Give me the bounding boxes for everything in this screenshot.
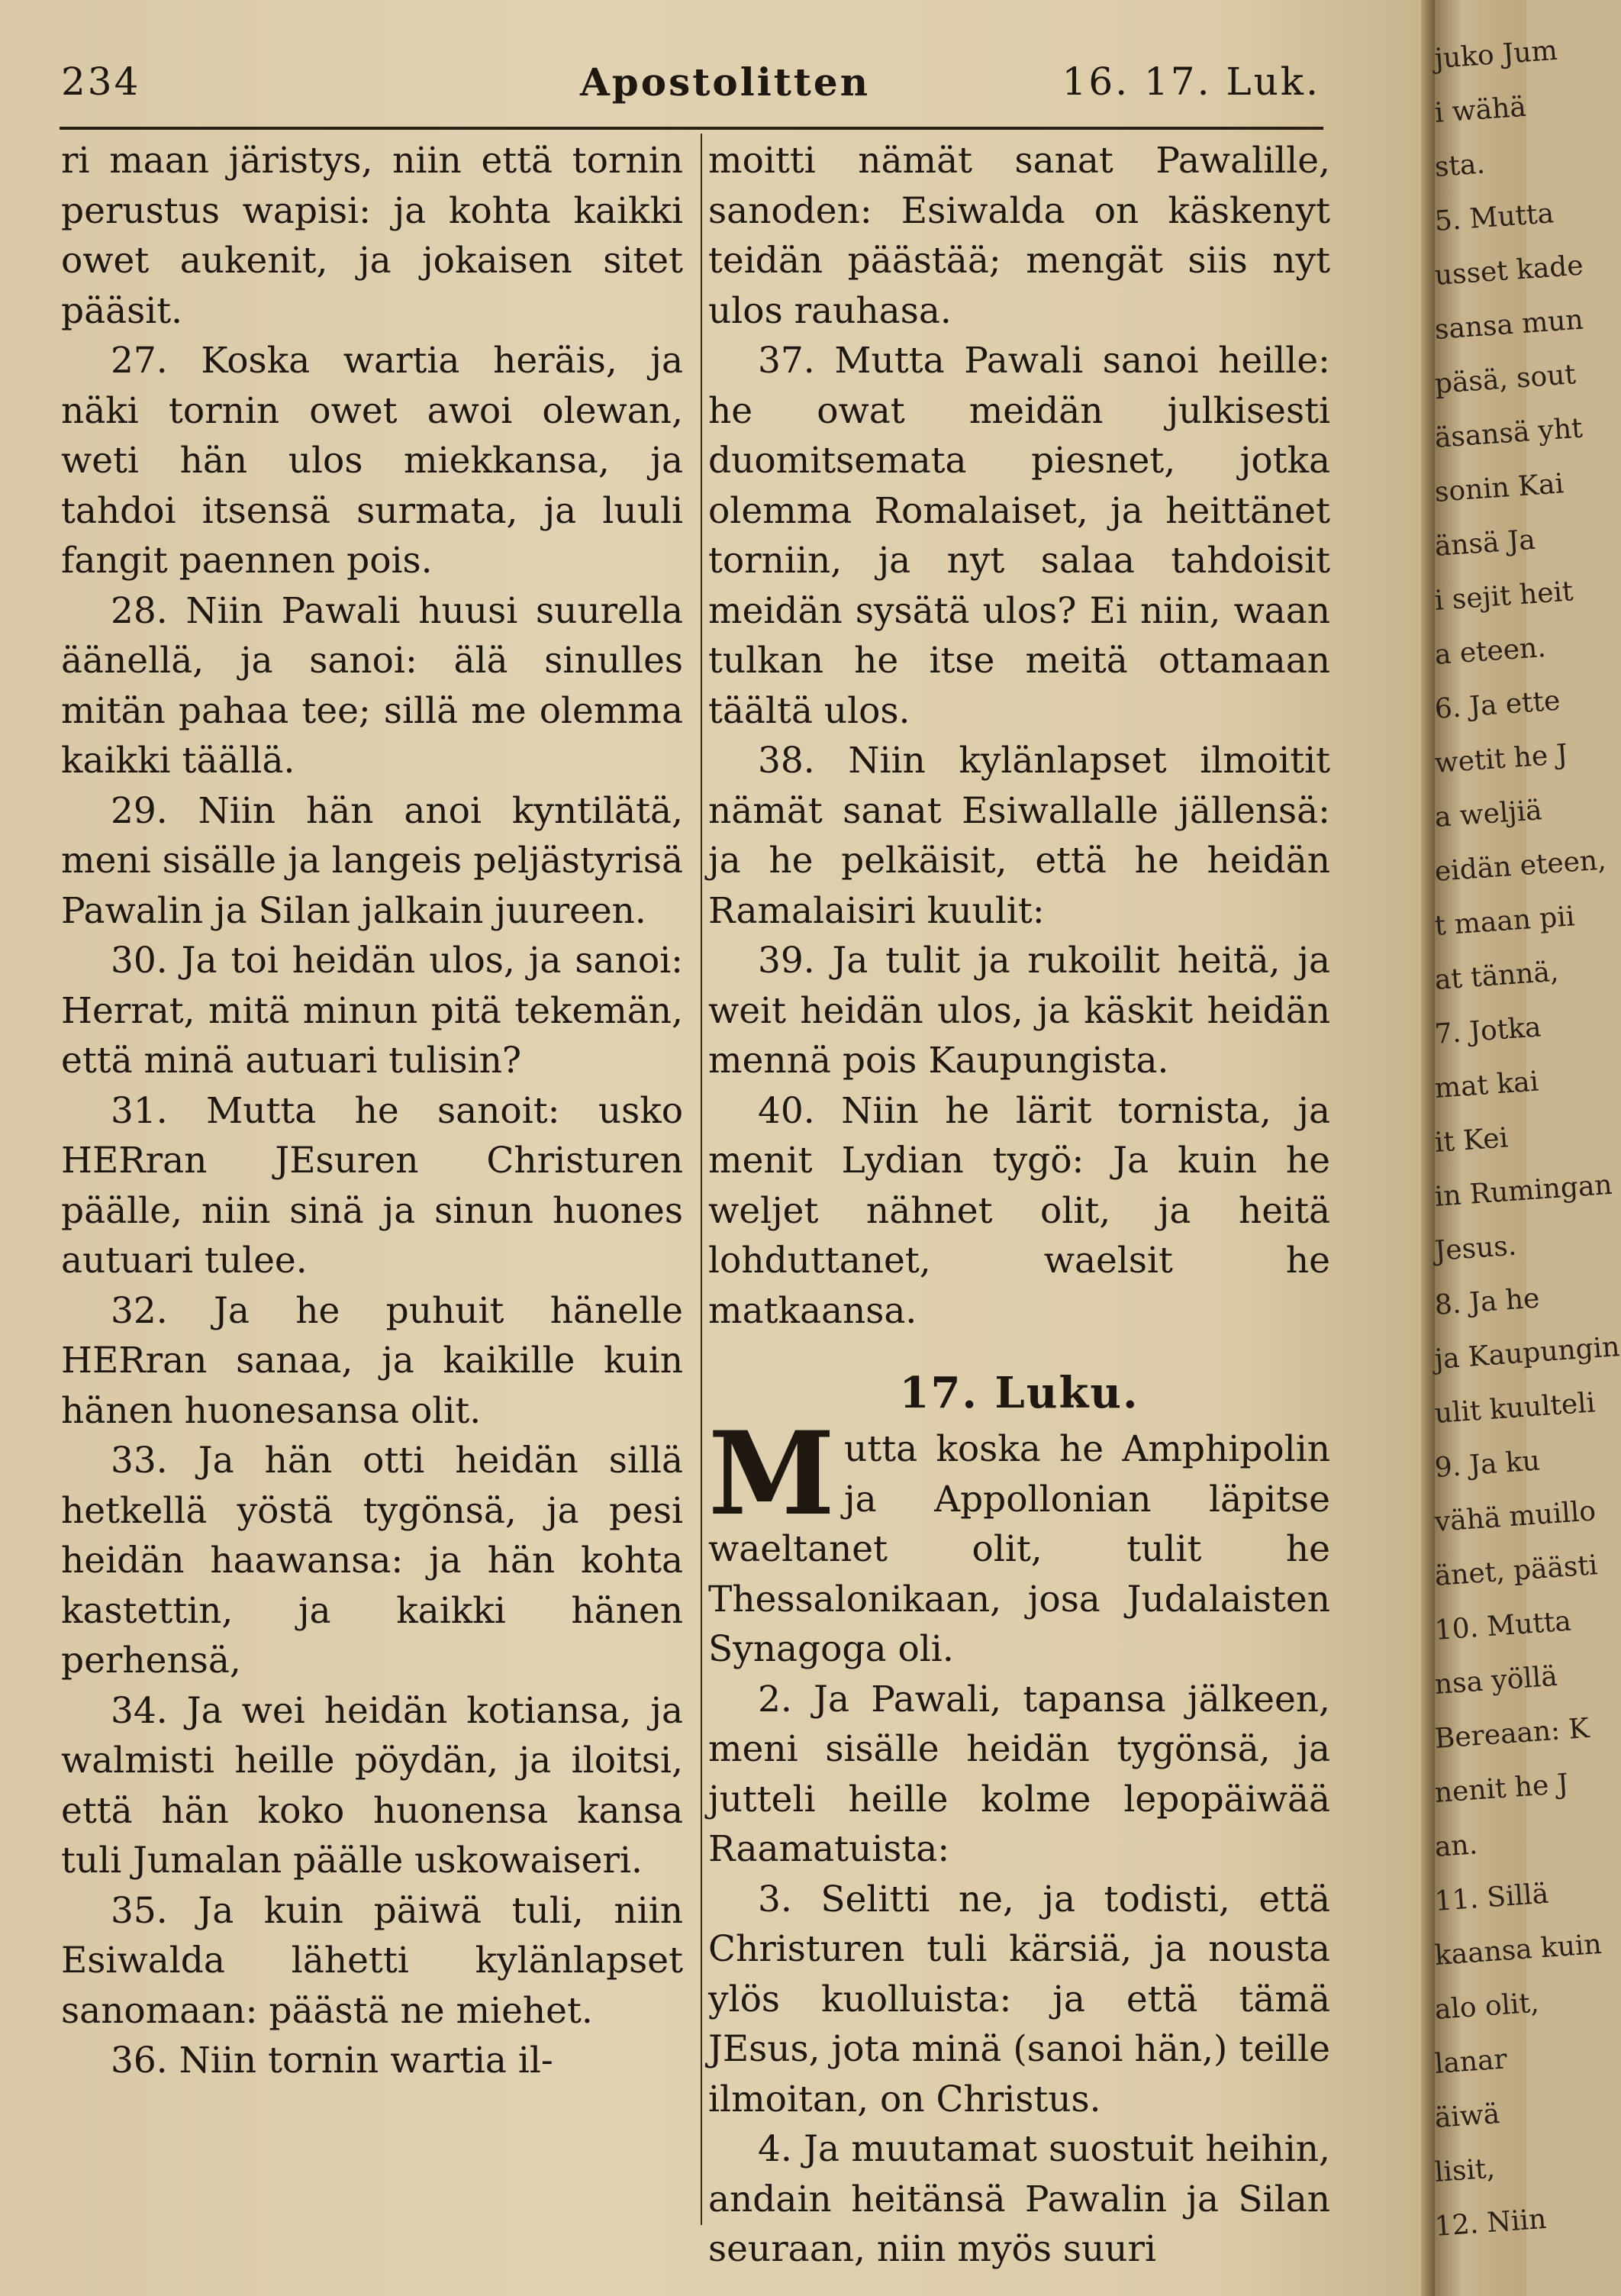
facing-page-fragment: äsansä yht: [1433, 412, 1584, 454]
continuation-paragraph: moitti nämät sanat Pawalille, sanoden: Esiwalda on käskenyt teidän päästää; mengät siis nyt ulos rauhasa.: [708, 140, 1330, 332]
verse-paragraph: 27. Koska wartia heräis, ja näki tornin owet awoi olewan, weti hän ulos miekkansa, ja tahdoi itsensä surmata, ja luuli fangit paennen pois.: [61, 340, 683, 582]
verse-paragraph: 30. Ja toi heidän ulos, ja sanoi: Herrat, mitä minun pitä tekemän, että minä autuari tulisin?: [61, 940, 683, 1082]
facing-page-fragment: änsä Ja: [1433, 524, 1537, 563]
facing-page-fragment: ulit kuulteli: [1433, 1387, 1597, 1430]
chapter-heading: 17. Luku.: [899, 1368, 1139, 1418]
continuation-paragraph: utta koska he Amphipolin ja Appollonian läpitse waeltanet olit, tulit he Thessalonikaan, josa Judalaisten Synagoga oli.: [708, 1428, 1330, 1670]
facing-page-fragment: kaansa kuin: [1433, 1928, 1603, 1972]
chapter-reference: 16. 17. Luk.: [1062, 60, 1320, 104]
facing-page-fragment: a weljiä: [1433, 795, 1543, 834]
facing-page-fragment: at tännä,: [1433, 956, 1560, 996]
verse-paragraph: 37. Mutta Pawali sanoi heille: he owat meidän julkisesti duomitsemata piesnet, jotka olemma Romalaiset, ja heittänet torniin, ja nyt salaa tahdoisit meidän sysätä ulos? Ei niin, waan tulkan he itse meitä ottamaan täältä ulos.: [708, 340, 1330, 732]
drop-cap: M: [708, 1407, 836, 1541]
facing-page-fragment: lanar: [1433, 2043, 1509, 2080]
facing-page-fragment: t maan pii: [1433, 901, 1576, 942]
facing-page-fragment: a eteen.: [1433, 631, 1547, 671]
facing-page-fragment: Bereaan: K: [1433, 1712, 1590, 1755]
verse-paragraph: 39. Ja tulit ja rukoilit heitä, ja weit heidän ulos, ja käskit heidän mennä pois Kaupungista.: [708, 940, 1330, 1082]
facing-page-fragment: 7. Jotka: [1433, 1011, 1542, 1050]
facing-page-fragment: 10. Mutta: [1433, 1605, 1573, 1646]
facing-page-fragment: mat kai: [1433, 1066, 1540, 1104]
page-header: [61, 60, 1320, 113]
facing-page-fragment: nsa yöllä: [1433, 1660, 1559, 1701]
facing-page-fragment: sta.: [1433, 148, 1487, 183]
right-column-verses: [708, 136, 1330, 1336]
facing-page-fragment: it Kei: [1433, 1122, 1510, 1159]
verse-paragraph: 32. Ja he puhuit hänelle HERran sanaa, ja kaikille kuin hänen huonesansa olit.: [61, 1289, 683, 1432]
facing-page-fragment: äiwä: [1433, 2098, 1501, 2134]
facing-page-fragment: in Rumingan: [1433, 1169, 1613, 1213]
facing-page-fragment: eidän eteen,: [1433, 844, 1607, 888]
verse-paragraph: 35. Ja kuin päiwä tuli, niin Esiwalda lähetti kylänlapset sanomaan: päästä ne miehet.: [61, 1889, 683, 2032]
facing-page-fragment: päsä, sout: [1433, 359, 1577, 400]
facing-page-fragment: Jesus.: [1433, 1230, 1518, 1267]
verse-paragraph: 31. Mutta he sanoit: usko HERran JEsuren Christuren päälle, niin sinä ja sinun huones autuari tulee.: [61, 1089, 683, 1282]
verse-paragraph: 40. Niin he lärit tornista, ja menit Lydian tygö: Ja kuin he weljet nähnet olit, ja heitä lohduttanet, waelsit he matkaansa.: [708, 1089, 1330, 1332]
facing-page-fragment: juko Jum: [1433, 34, 1559, 75]
facing-page-edge: [1433, 0, 1621, 2296]
facing-page-fragment: 5. Mutta: [1433, 198, 1555, 237]
verse-paragraph: 29. Niin hän anoi kyntilätä, meni sisälle ja langeis peljästyrisä Pawalin ja Silan jalkain juureen.: [61, 789, 683, 932]
book-spine: [1421, 0, 1435, 2296]
facing-page-fragment: wetit he J: [1433, 738, 1569, 779]
verse-paragraph: 4. Ja muutamat suostuit heihin, andain heitänsä Pawalin ja Silan seuraan, niin myös suuri: [708, 2128, 1330, 2270]
right-column: [708, 136, 1330, 2275]
chapter-17-verses: [708, 1407, 1330, 2275]
page-number: 234: [61, 60, 141, 104]
facing-page-fragment: nenit he J: [1433, 1768, 1570, 1809]
continuation-paragraph: ri maan järistys, niin että tornin perustus wapisi: ja kohta kaikki owet aukenit, ja jokaisen sitet pääsit.: [61, 140, 683, 332]
verse-paragraph: 34. Ja wei heidän kotiansa, ja walmisti heille pöydän, ja iloitsi, että hän koko huonensa kansa tuli Jumalan päälle uskowaiseri.: [61, 1689, 683, 1882]
facing-page-fragment: ja Kaupungin: [1433, 1331, 1621, 1375]
left-column: [61, 136, 683, 2086]
facing-page-fragment: 11. Sillä: [1433, 1878, 1550, 1917]
verse-paragraph: 28. Niin Pawali huusi suurella äänellä, ja sanoi: älä sinulles mitän pahaa tee; sillä me olemma kaikki täällä.: [61, 589, 683, 782]
facing-page-fragment: 12. Niin: [1433, 2203, 1548, 2243]
verse-paragraph: 2. Ja Pawali, tapansa jälkeen, meni sisälle heidän tygönsä, ja jutteli heille kolme lepopäiwää Raamatuista:: [708, 1678, 1330, 1870]
verse-paragraph: 36. Niin tornin wartia il-: [111, 2040, 553, 2082]
facing-page-fragment: 9. Ja ku: [1433, 1445, 1542, 1484]
facing-page-fragment: lisit,: [1433, 2152, 1497, 2188]
facing-page-fragment: alo olit,: [1433, 1987, 1540, 2026]
running-title: Apostolitten: [580, 60, 871, 105]
verse-paragraph: 33. Ja hän otti heidän sillä hetkellä yöstä tygönsä, ja pesi heidän haawansa: ja hän kohta kastettin, ja kaikki hänen perhensä,: [61, 1440, 683, 1682]
facing-page-fragment: vähä muillo: [1433, 1495, 1597, 1538]
facing-page-fragment: sonin Kai: [1433, 468, 1565, 508]
facing-page-fragment: 8. Ja he: [1433, 1282, 1541, 1321]
facing-page-fragment: 6. Ja ette: [1433, 685, 1561, 725]
verse-paragraph: 3. Selitti ne, ja todisti, että Christuren tuli kärsiä, ja nousta ylös kuolluista: ja että tämä JEsus, jota minä (sanoi hän,) teille ilmoitan, on Christus.: [708, 1878, 1330, 2120]
facing-page-fragment: usset kade: [1433, 250, 1584, 292]
facing-page-fragment: i sejit heit: [1433, 576, 1574, 617]
header-rule: [60, 127, 1323, 130]
facing-page-fragment: änet, päästi: [1433, 1549, 1599, 1592]
facing-page-fragment: sansa mun: [1433, 304, 1584, 346]
column-divider: [701, 134, 702, 2225]
facing-page-fragment: i wähä: [1433, 91, 1527, 129]
verse-paragraph: 38. Niin kylänlapset ilmoitit nämät sanat Esiwallalle jällensä: ja he pelkäisit, että he heidän Ramalaisiri kuulit:: [708, 740, 1330, 932]
facing-page-fragment: an.: [1433, 1829, 1479, 1863]
